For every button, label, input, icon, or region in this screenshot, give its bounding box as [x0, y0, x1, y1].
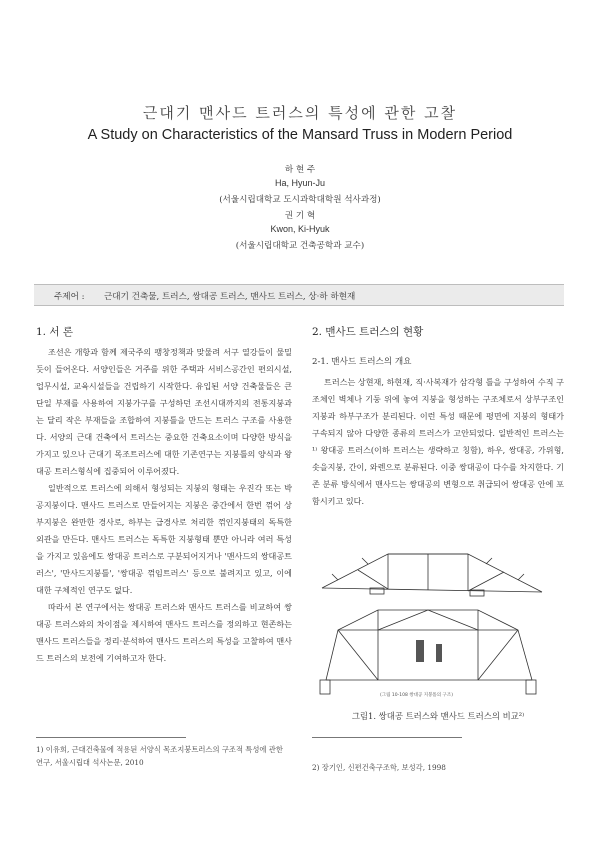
keywords-label: 주제어 : — [54, 292, 85, 302]
truss-figure — [318, 548, 550, 698]
footnote-rule-left — [36, 737, 186, 738]
section2-body — [312, 374, 564, 510]
figure-inner-caption: (그림 10-108 쌍대공 지붕틀의 구조) — [380, 693, 453, 698]
section1-heading: 1. 서 론 — [36, 326, 73, 338]
author-1-affiliation: (서울시립대학교 도시과학대학원 석사과정) — [219, 195, 381, 205]
title-english: A Study on Characteristics of the Mansard Truss in Modern Period — [87, 127, 513, 143]
section2-subheading: 2-1. 맨사드 트러스의 개요 — [312, 357, 412, 367]
truss-drawing — [318, 548, 550, 698]
section1-paragraph: 일반적으로 트러스에 의해서 형성되는 지붕의 형태는 우진각 또는 박공지붕이다. 맨사드 트러스로 만들어지는 지붕은 중간에서 한번 꺾어 상부지붕은 완만한 경사로, 하부는 급경사로 처리한 꺾인지붕태의 독특한 외관을 만든다. 맨사드 트러스는 독특한 지붕형태 뿐만 아니라 여러 특성을 가지고 있음에도 쌍대공 트러스로 구분되어지거나 '맨사드의 쌍대공트러스', '만사드지붕틀', '쌍대공 꺾임트러스' 등으로 불려지고 있고, 이에 대한 구체적인 연구도 없다. — [36, 483, 292, 595]
author-1-roman: Ha, Hyun-Ju — [274, 178, 326, 188]
footnote-right: 2) 장기인, 신편건축구조학, 보성각, 1998 — [312, 763, 446, 772]
section2-heading: 2. 맨사드 트러스의 현황 — [312, 326, 424, 338]
section2-paragraph: 트러스는 상현재, 하현재, 직·사복재가 삼각형 틀을 구성하여 수직 구조체인 벽체나 기둥 위에 놓여 지붕을 형성하는 구조체로서 상부구조인 지붕과 하부구조가 분리된다. 이런 특성 때문에 평면에 지붕의 형태가 구속되지 않아 다양한 종류의 트러스가 고안되었다. 일반적인 트러스는¹⁾ 왕대공 트러스(이하 트러스는 생략하고 칭함), 하우, 쌍대공, 가위형, 솟을지붕, 간이, 와렌으로 분류된다. 이중 쌍대공이 다수를 차지한다. 기존 분류 방식에서 맨사드는 쌍대공의 변형으로 취급되어 쌍대공 안에 포함시키고 있다. — [312, 377, 564, 506]
footnote-left: 1) 이유희, 근대건축물에 적용된 서양식 목조지붕트러스의 구조적 특성에 관한 연구, 서울시립대 석사논문, 2010 — [36, 745, 283, 767]
keywords-text: 근대기 건축물, 트러스, 쌍대공 트러스, 맨사드 트러스, 상·하 하현재 — [104, 292, 356, 302]
section1-body — [36, 344, 292, 667]
section1-paragraph: 따라서 본 연구에서는 쌍대공 트러스와 맨사드 트러스를 비교하여 쌍대공 트러스와의 차이점을 제시하여 맨사드 트러스를 정의하고 현존하는 맨사드 트러스들을 정리·분석하여 맨사드 트러스의 특성을 고찰하여 맨사드 트러스의 보전에 기여하고자 한다. — [36, 602, 292, 663]
author-2-roman: Kwon, Ki-Hyuk — [270, 224, 330, 234]
keywords-box — [34, 284, 564, 306]
footnote-rule-right — [312, 737, 462, 738]
figure-caption: 그림1. 쌍대공 트러스와 맨사드 트러스의 비교²⁾ — [351, 711, 525, 721]
section1-paragraph: 조선은 개항과 함께 제국주의 팽창정책과 맞물려 서구 열강들이 물밀듯이 들어온다. 서양인들은 거주를 위한 주택과 서비스공간인 편의시설, 업무시설, 교육시설들을 건립하기 시작한다. 유입된 서양 건축물들은 큰 단일 부재를 사용하여 지붕가구를 구성하던 조선시대까지의 전통지붕과는 달리 작은 부재들을 조합하여 지붕틀을 만드는 트러스 구조를 사용한다. 서양의 근대 건축에서 트러스는 중요한 건축요소이며 다양한 방식을 가지고 있으나 근대기 목조트러스에 대한 기존연구는 지붕틀의 양식과 왕대공 트러스형식에 집중되어 이루어졌다. — [36, 347, 292, 476]
title-korean: 근대기 맨사드 트러스의 특성에 관한 고찰 — [142, 104, 458, 122]
author-1-korean: 하 현 주 — [284, 165, 316, 175]
author-2-korean: 권 기 혁 — [284, 211, 316, 221]
author-2-affiliation: (서울시립대학교 건축공학과 교수) — [235, 241, 365, 251]
